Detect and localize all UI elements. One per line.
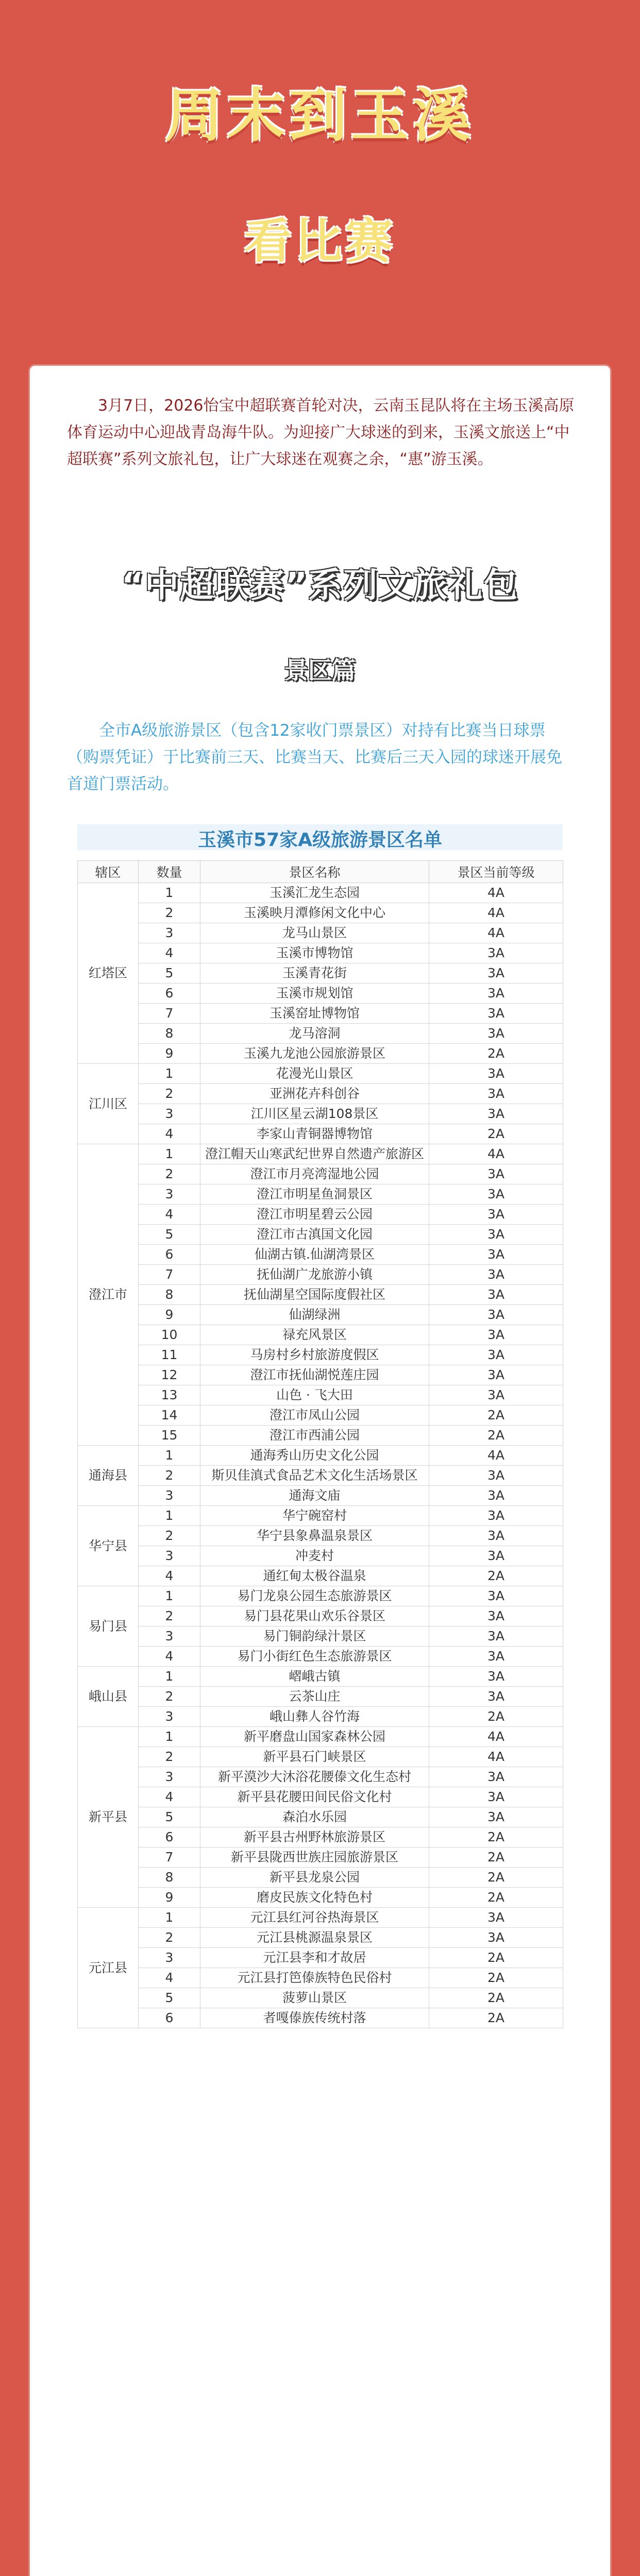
row-number-cell: 2 [139,1606,200,1626]
spot-name-cell: 玉溪窑址博物馆 [200,1004,429,1024]
scenic-spot-table [77,860,563,2028]
spot-name-cell: 山色 · 飞大田 [200,1385,429,1405]
spot-name-cell: 菠萝山景区 [200,1988,429,2008]
table-row [78,1446,563,1466]
spot-name-cell: 澄江市明星碧云公园 [200,1205,429,1225]
district-cell: 红塔区 [78,883,139,1064]
row-number-cell: 1 [139,883,200,903]
spot-level-cell: 3A [429,963,563,984]
spot-name-cell: 澄江市抚仙湖悦莲庄园 [200,1365,429,1385]
table-row [78,1506,563,1526]
row-number-cell: 4 [139,1124,200,1144]
district-cell: 峨山县 [78,1667,139,1727]
district-cell: 江川区 [78,1064,139,1144]
district-cell: 易门县 [78,1586,139,1667]
spot-level-cell: 3A [429,1767,563,1787]
table-row [78,1064,563,1084]
spot-level-cell: 3A [429,1245,563,1265]
table-row [78,1124,563,1144]
row-number-cell: 2 [139,1747,200,1767]
spot-name-cell: 玉溪九龙池公园旅游景区 [200,1044,429,1064]
spot-level-cell: 3A [429,1626,563,1647]
spot-level-cell: 3A [429,1305,563,1325]
table-row [78,1647,563,1667]
spot-level-cell: 3A [429,1546,563,1566]
spot-level-cell: 2A [429,1426,563,1446]
table-row [78,1908,563,1928]
spot-name-cell: 澄江市月亮湾湿地公园 [200,1164,429,1184]
spot-name-cell: 亚洲花卉科创谷 [200,1084,429,1104]
table-row [78,1968,563,1988]
spot-level-cell: 4A [429,923,563,943]
spot-level-cell: 2A [429,1868,563,1888]
spot-name-cell: 元江县红河谷热海景区 [200,1908,429,1928]
table-row [78,1184,563,1205]
table-row [78,903,563,923]
spot-level-cell: 3A [429,1345,563,1365]
row-number-cell: 6 [139,2008,200,2028]
spot-level-cell: 3A [429,1807,563,1827]
table-row [78,1405,563,1426]
spot-level-cell: 3A [429,1365,563,1385]
spot-name-cell: 新平县石门峡景区 [200,1747,429,1767]
spot-level-cell: 2A [429,1948,563,1968]
table-row [78,1848,563,1868]
table-row [78,1385,563,1405]
spot-level-cell: 2A [429,1988,563,2008]
spot-name-cell: 元江县打笆傣族特色民俗村 [200,1968,429,1988]
row-number-cell: 6 [139,1245,200,1265]
spot-level-cell: 3A [429,1385,563,1405]
table-row [78,1687,563,1707]
spot-name-cell: 冲麦村 [200,1546,429,1566]
table-row [78,1486,563,1506]
table-row [78,1466,563,1486]
spot-name-cell: 新平县龙泉公园 [200,1868,429,1888]
row-number-cell: 11 [139,1345,200,1365]
row-number-cell: 1 [139,1727,200,1747]
table-row [78,1888,563,1908]
spot-name-cell: 禄充风景区 [200,1325,429,1345]
spot-name-cell: 玉溪市规划馆 [200,984,429,1004]
hero-title: 周末到玉溪 [165,82,475,149]
table-row [78,1044,563,1064]
spot-level-cell: 3A [429,1024,563,1044]
row-number-cell: 2 [139,1526,200,1546]
row-number-cell: 4 [139,1787,200,1807]
spot-name-cell: 玉溪汇龙生态园 [200,883,429,903]
district-cell: 澄江市 [78,1144,139,1446]
header-name: 景区名称 [200,861,429,883]
spot-level-cell: 3A [429,1526,563,1546]
table-row [78,1144,563,1164]
spot-level-cell: 3A [429,1908,563,1928]
row-number-cell: 4 [139,1647,200,1667]
row-number-cell: 3 [139,1626,200,1647]
table-row [78,1004,563,1024]
row-number-cell: 5 [139,963,200,984]
spot-level-cell: 3A [429,1285,563,1305]
table-row [78,1345,563,1365]
row-number-cell: 13 [139,1385,200,1405]
row-number-cell: 3 [139,1104,200,1124]
spot-level-cell: 3A [429,1064,563,1084]
table-row [78,1526,563,1546]
table-row [78,1767,563,1787]
row-number-cell: 2 [139,1928,200,1948]
header-level: 景区当前等级 [429,861,563,883]
table-row [78,963,563,984]
spot-level-cell: 2A [429,1888,563,1908]
spot-level-cell: 3A [429,1606,563,1626]
table-row [78,1707,563,1727]
table-row [78,1928,563,1948]
spot-level-cell: 3A [429,1928,563,1948]
row-number-cell: 2 [139,903,200,923]
spot-name-cell: 华宁碗窑村 [200,1506,429,1526]
table-row [78,1305,563,1325]
table-row [78,943,563,963]
spot-level-cell: 3A [429,1687,563,1707]
row-number-cell: 4 [139,1566,200,1586]
row-number-cell: 5 [139,1807,200,1827]
table-row [78,1365,563,1385]
row-number-cell: 3 [139,923,200,943]
hero-banner [0,0,640,355]
spot-level-cell: 4A [429,883,563,903]
row-number-cell: 8 [139,1024,200,1044]
row-number-cell: 1 [139,1586,200,1606]
district-cell: 华宁县 [78,1506,139,1586]
spot-level-cell: 3A [429,1667,563,1687]
table-row [78,1225,563,1245]
table-row [78,1426,563,1446]
header-district: 辖区 [78,861,139,883]
spot-level-cell: 2A [429,1707,563,1727]
package-title: “中超联赛”系列文旅礼包 [121,565,519,605]
table-row [78,1084,563,1104]
spot-name-cell: 森泊水乐园 [200,1807,429,1827]
spot-level-cell: 3A [429,1586,563,1606]
table-row [78,1104,563,1124]
intro-paragraph: 3月7日，2026怡宝中超联赛首轮对决，云南玉昆队将在主场玉溪高原体育运动中心迎战青岛海牛队。为迎接广大球迷的到来，玉溪文旅送上“中超联赛”系列文旅礼包，让广大球迷在观赛之余，“惠”游玉溪。 [67,397,575,468]
row-number-cell: 4 [139,943,200,963]
row-number-cell: 14 [139,1405,200,1426]
row-number-cell: 1 [139,1064,200,1084]
row-number-cell: 7 [139,1004,200,1024]
spot-level-cell: 2A [429,1827,563,1848]
row-number-cell: 10 [139,1325,200,1345]
row-number-cell: 3 [139,1948,200,1968]
spot-name-cell: 新平县花腰田间民俗文化村 [200,1787,429,1807]
spot-name-cell: 抚仙湖广龙旅游小镇 [200,1265,429,1285]
row-number-cell: 3 [139,1767,200,1787]
row-number-cell: 3 [139,1486,200,1506]
spot-level-cell: 3A [429,1184,563,1205]
spot-level-cell: 3A [429,1104,563,1124]
row-number-cell: 3 [139,1707,200,1727]
spot-level-cell: 2A [429,1405,563,1426]
spot-level-cell: 4A [429,1727,563,1747]
table-row [78,1747,563,1767]
table-row [78,1667,563,1687]
table-row [78,1948,563,1968]
spot-name-cell: 李家山青铜器博物馆 [200,1124,429,1144]
row-number-cell: 8 [139,1868,200,1888]
row-number-cell: 9 [139,1044,200,1064]
spot-level-cell: 4A [429,1446,563,1466]
header-count: 数量 [139,861,200,883]
spot-level-cell: 3A [429,1787,563,1807]
spot-level-cell: 3A [429,1004,563,1024]
list-title: 玉溪市57家A级旅游景区名单 [198,829,442,851]
district-cell: 通海县 [78,1446,139,1506]
table-row [78,1546,563,1566]
table-row [78,1606,563,1626]
spot-name-cell: 龙马溶洞 [200,1024,429,1044]
row-number-cell: 2 [139,1164,200,1184]
spot-name-cell: 澄江市西浦公园 [200,1426,429,1446]
spot-name-cell: 仙湖古镇.仙湖湾景区 [200,1245,429,1265]
spot-level-cell: 4A [429,903,563,923]
spot-name-cell: 华宁县象鼻温泉景区 [200,1526,429,1546]
district-cell: 元江县 [78,1908,139,2028]
table-row [78,1265,563,1285]
spot-level-cell: 2A [429,1566,563,1586]
row-number-cell: 1 [139,1908,200,1928]
row-number-cell: 1 [139,1144,200,1164]
spot-level-cell: 2A [429,1848,563,1868]
spot-level-cell: 3A [429,1506,563,1526]
row-number-cell: 3 [139,1184,200,1205]
spot-name-cell: 玉溪映月潭修闲文化中心 [200,903,429,923]
row-number-cell: 9 [139,1888,200,1908]
spot-name-cell: 新平漠沙大沐浴花腰傣文化生态村 [200,1767,429,1787]
spot-level-cell: 3A [429,1325,563,1345]
table-row [78,1566,563,1586]
table-row [78,1245,563,1265]
spot-name-cell: 新平县古州野林旅游景区 [200,1827,429,1848]
table-row [78,1827,563,1848]
spot-level-cell: 3A [429,1466,563,1486]
table-row [78,1285,563,1305]
spot-name-cell: 澄江市凤山公园 [200,1405,429,1426]
spot-name-cell: 斯贝佳滇式食品艺术文化生活场景区 [200,1466,429,1486]
spot-name-cell: 嶍峨古镇 [200,1667,429,1687]
row-number-cell: 12 [139,1365,200,1385]
row-number-cell: 9 [139,1305,200,1325]
spot-name-cell: 磨皮民族文化特色村 [200,1888,429,1908]
spot-name-cell: 玉溪市博物馆 [200,943,429,963]
spot-level-cell: 3A [429,943,563,963]
spot-name-cell: 新平磨盘山国家森林公园 [200,1727,429,1747]
spot-name-cell: 澄江帽天山寒武纪世界自然遗产旅游区 [200,1144,429,1164]
table-header-row [78,861,563,883]
spot-name-cell: 通海秀山历史文化公园 [200,1446,429,1466]
table-row [78,984,563,1004]
spot-name-cell: 易门小街红色生态旅游景区 [200,1647,429,1667]
spot-name-cell: 通红甸太极谷温泉 [200,1566,429,1586]
table-row [78,1988,563,2008]
row-number-cell: 4 [139,1968,200,1988]
spot-name-cell: 易门龙泉公园生态旅游景区 [200,1586,429,1606]
row-number-cell: 6 [139,1827,200,1848]
spot-name-cell: 龙马山景区 [200,923,429,943]
spot-name-cell: 通海文庙 [200,1486,429,1506]
row-number-cell: 6 [139,984,200,1004]
spot-level-cell: 3A [429,1205,563,1225]
table-row [78,883,563,903]
table-row [78,1024,563,1044]
spot-level-cell: 2A [429,1968,563,1988]
row-number-cell: 7 [139,1848,200,1868]
row-number-cell: 1 [139,1667,200,1687]
spot-level-cell: 3A [429,1225,563,1245]
spot-level-cell: 4A [429,1144,563,1164]
row-number-cell: 5 [139,1225,200,1245]
table-row [78,1205,563,1225]
row-number-cell: 4 [139,1205,200,1225]
spot-name-cell: 易门铜韵绿汁景区 [200,1626,429,1647]
row-number-cell: 2 [139,1466,200,1486]
row-number-cell: 2 [139,1084,200,1104]
spot-name-cell: 者嘎傣族传统村落 [200,2008,429,2028]
row-number-cell: 1 [139,1506,200,1526]
table-row [78,1626,563,1647]
table-row [78,923,563,943]
table-row [78,2008,563,2028]
spot-name-cell: 玉溪青花街 [200,963,429,984]
spot-level-cell: 2A [429,1044,563,1064]
spot-level-cell: 3A [429,1647,563,1667]
spot-name-cell: 马房村乡村旅游度假区 [200,1345,429,1365]
spot-name-cell: 峨山彝人谷竹海 [200,1707,429,1727]
spot-name-cell: 元江县桃源温泉景区 [200,1928,429,1948]
spot-name-cell: 元江县李和才故居 [200,1948,429,1968]
row-number-cell: 3 [139,1546,200,1566]
spot-name-cell: 澄江市古滇国文化园 [200,1225,429,1245]
table-row [78,1787,563,1807]
table-row [78,1325,563,1345]
package-subtitle: 景区篇 [284,656,356,684]
hero-subtitle: 看比赛 [244,214,396,269]
district-cell: 新平县 [78,1727,139,1908]
spot-level-cell: 2A [429,2008,563,2028]
spot-name-cell: 江川区星云湖108景区 [200,1104,429,1124]
content-card [30,366,610,2576]
row-number-cell: 2 [139,1687,200,1707]
spot-name-cell: 云茶山庄 [200,1687,429,1707]
spot-name-cell: 仙湖绿洲 [200,1305,429,1325]
spot-name-cell: 澄江市明星鱼洞景区 [200,1184,429,1205]
row-number-cell: 8 [139,1285,200,1305]
table-row [78,1868,563,1888]
row-number-cell: 1 [139,1446,200,1466]
row-number-cell: 7 [139,1265,200,1285]
table-row [78,1164,563,1184]
spot-level-cell: 3A [429,1164,563,1184]
spot-name-cell: 易门县花果山欢乐谷景区 [200,1606,429,1626]
spot-level-cell: 3A [429,1265,563,1285]
spot-level-cell: 4A [429,1747,563,1767]
spot-name-cell: 新平县陇西世族庄园旅游景区 [200,1848,429,1868]
table-row [78,1807,563,1827]
policy-paragraph: 全市A级旅游景区（包含12家收门票景区）对持有比赛当日球票（购票凭证）于比赛前三天、比赛当天、比赛后三天入园的球迷开展免首道门票活动。 [67,721,562,793]
spot-name-cell: 抚仙湖星空国际度假社区 [200,1285,429,1305]
row-number-cell: 5 [139,1988,200,2008]
table-row [78,1586,563,1606]
spot-name-cell: 花漫光山景区 [200,1064,429,1084]
spot-level-cell: 3A [429,1486,563,1506]
spot-level-cell: 3A [429,984,563,1004]
table-body [78,883,563,2028]
row-number-cell: 15 [139,1426,200,1446]
table-row [78,1727,563,1747]
spot-level-cell: 3A [429,1084,563,1104]
spot-level-cell: 2A [429,1124,563,1144]
